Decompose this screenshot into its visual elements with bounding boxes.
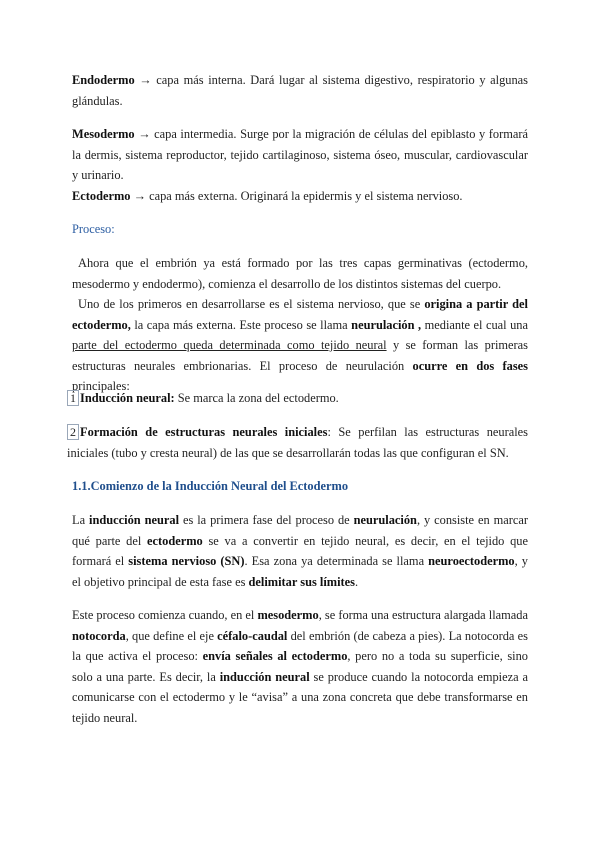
list-item: 2 Formación de estructuras neurales iniciales: Se perfilan las estructuras neurales iniciales (tubo y cresta neural) de las que se desarrollarán todas las que configuran el SN. — [67, 425, 528, 460]
ectodermo-paragraph: Ectodermo → capa más externa. Originará la epidermis y el sistema nervioso. — [72, 189, 463, 203]
intro-paragraph: Ahora que el embrión ya está formado por las tres capas germinativas (ectodermo, mesodermo y endodermo), comienza el desarrollo de los distintos sistemas del cuerpo. — [72, 256, 528, 291]
list-item: 1 Inducción neural: Se marca la zona del ectodermo. — [67, 388, 528, 409]
mesodermo-paragraph: Mesodermo → capa intermedia. Surge por la migración de células del epiblasto y formará la dermis, sistema reproductor, tejido cartilaginoso, sistema óseo, muscular, cardiovascular y urinario. — [72, 127, 528, 182]
underlined-phrase: parte del ectodermo queda determinada como tejido neural — [72, 338, 387, 352]
list-number: 2 — [67, 424, 79, 440]
section-heading: 1.1.Comienzo de la Inducción Neural del Ectodermo — [72, 479, 349, 493]
induccion-paragraph: La inducción neural es la primera fase del proceso de neurulación, y consiste en marcar qué parte del ectodermo se va a convertir en tejido neural, es decir, en el tejido que formará el sistema nervioso (SN). Esa zona ya determinada se llama neuroectodermo, y el objetivo principal de esta fase es delimitar sus límites. — [72, 513, 528, 589]
endodermo-paragraph: Endodermo → capa más interna. Dará lugar al sistema digestivo, respiratorio y algunas glándulas. — [72, 73, 528, 108]
ectodermo-term: Ectodermo — [72, 189, 131, 203]
endodermo-term: Endodermo — [72, 73, 135, 87]
proceso-label: Proceso: — [72, 222, 115, 236]
mesodermo-term: Mesodermo — [72, 127, 135, 141]
notocorda-paragraph: Este proceso comienza cuando, en el mesodermo, se forma una estructura alargada llamada notocorda, que define el eje céfalo-caudal del embrión (de cabeza a pies). La notocorda es la que activa el proceso: envía señales al ectodermo, pero no a toda su superficie, sino solo a una parte. Es decir, la inducción neural se produce cuando la notocorda empieza a comunicarse con el ectodermo y le “avisa” a una zona concreta que debe transformarse en tejido neural. — [72, 608, 528, 725]
list-number: 1 — [67, 390, 79, 406]
neurulacion-paragraph: Uno de los primeros en desarrollarse es el sistema nervioso, que se origina a partir del ectodermo, la capa más externa. Este proceso se llama neurulación , mediante el cual una parte del ectodermo queda determinada como tejido neural y se forman las primeras estructuras neurales embrionarias. El proceso de neurulación ocurre en dos fases principales: — [72, 297, 528, 393]
